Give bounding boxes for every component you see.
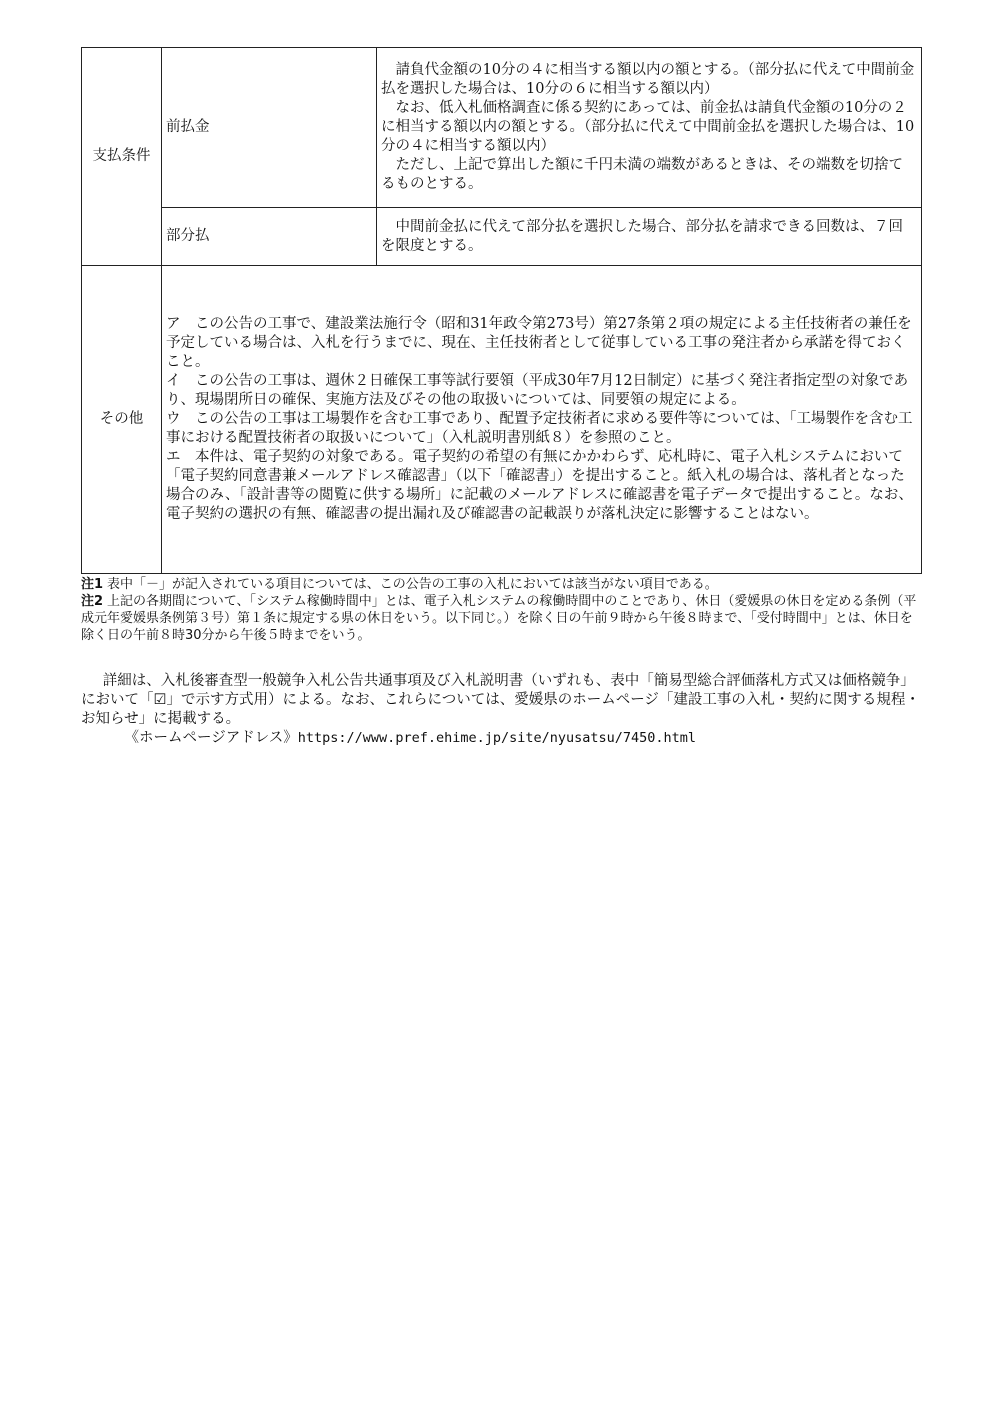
- other-item: エ 本件は、電子契約の対象である。電子契約の希望の有無にかかわらず、応札時に、電子入札システムにおいて「電子契約同意書兼メールアドレス確認書」（以下「確認書」）を提出すること。紙入札の場合は、落札者となった場合のみ、「設計書等の閲覧に供する場所」に記載のメールアドレスに確認書を電子データで提出すること。なお、電子契約の選択の有無、確認書の提出漏れ及び確認書の記載誤りが落札決定に影響することはない。: [166, 449, 913, 522]
- details-text: 詳細は、入札後審査型一般競争入札公告共通事項及び入札説明書（いずれも、表中「簡易型総合評価落札方式又は価格競争」において「☑」で示す方式用）による。なお、これらについては、愛媛県のホームページ「建設工事の入札・契約に関する規程・お知らせ」に掲載する。: [81, 673, 920, 727]
- note-text: 上記の各期間について、「システム稼働時間中」とは、電子入札システムの稼働時間中のことであり、休日（愛媛県の休日を定める条例（平成元年愛媛県条例第３号）第１条に規定する県の休日をいう。以下同じ。）を除く日の午前９時から午後８時まで、「受付時間中」とは、休日を除く日の午前８時30分から午後５時までをいう。: [81, 594, 917, 643]
- advance-payment-paragraph: なお、低入札価格調査に係る契約にあっては、前金払は請負代金額の10分の２に相当する額以内の額とする。（部分払に代えて中間前金払を選択した場合は、10分の４に相当する額以内）: [381, 100, 915, 154]
- note-2: [81, 593, 921, 644]
- advance-payment-paragraph: 請負代金額の10分の４に相当する額以内の額とする。（部分払に代えて中間前金払を選択した場合は、10分の６に相当する額以内）: [381, 62, 915, 97]
- partial-payment-row: [82, 208, 922, 266]
- advance-payment-label: 前払金: [162, 48, 377, 208]
- partial-payment-text: [377, 208, 922, 266]
- note-mark: 注1: [81, 577, 104, 592]
- notes: [81, 576, 921, 644]
- partial-payment-paragraph: 中間前金払に代えて部分払を選択した場合、部分払を請求できる回数は、７回を限度とする。: [381, 218, 903, 254]
- document-page: [81, 47, 921, 748]
- other-item: ウ この公告の工事は工場製作を含む工事であり、配置予定技術者に求める要件等については、「工場製作を含む工事における配置技術者の取扱いについて」（入札説明書別紙８）を参照のこと。: [166, 411, 913, 446]
- note-text: 表中「－」が記入されている項目については、この公告の工事の入札においては該当がない項目である。: [107, 577, 718, 592]
- homepage-url[interactable]: https://www.pref.ehime.jp/site/nyusatsu/7450.html: [297, 730, 697, 746]
- other-text: [162, 266, 922, 574]
- other-item: ア この公告の工事で、建設業法施行令（昭和31年政令第273号）第27条第２項の規定による主任技術者の兼任を予定している場合は、入札を行うまでに、現在、主任技術者として従事している工事の発注者から承諾を得ておくこと。: [166, 316, 912, 370]
- details-section: [81, 672, 921, 748]
- other-item: イ この公告の工事は、週休２日確保工事等試行要領（平成30年7月12日制定）に基づく発注者指定型の対象であり、現場閉所日の確保、実施方法及びその他の取扱いについては、同要領の規定による。: [166, 373, 909, 408]
- partial-payment-label: 部分払: [162, 208, 377, 266]
- note-mark: 注2: [81, 594, 104, 609]
- note-1: [81, 576, 921, 593]
- advance-payment-text: [377, 48, 922, 208]
- advance-payment-paragraph: ただし、上記で算出した額に千円未満の端数があるときは、その端数を切捨てるものとする。: [381, 157, 903, 192]
- advance-payment-row: [82, 48, 922, 208]
- other-header: その他: [82, 266, 162, 574]
- other-row: [82, 266, 922, 574]
- payment-conditions-header: 支払条件: [82, 48, 162, 266]
- homepage-line: [81, 729, 921, 748]
- conditions-table: [81, 47, 922, 574]
- homepage-label: 《ホームページアドレス》: [124, 730, 298, 746]
